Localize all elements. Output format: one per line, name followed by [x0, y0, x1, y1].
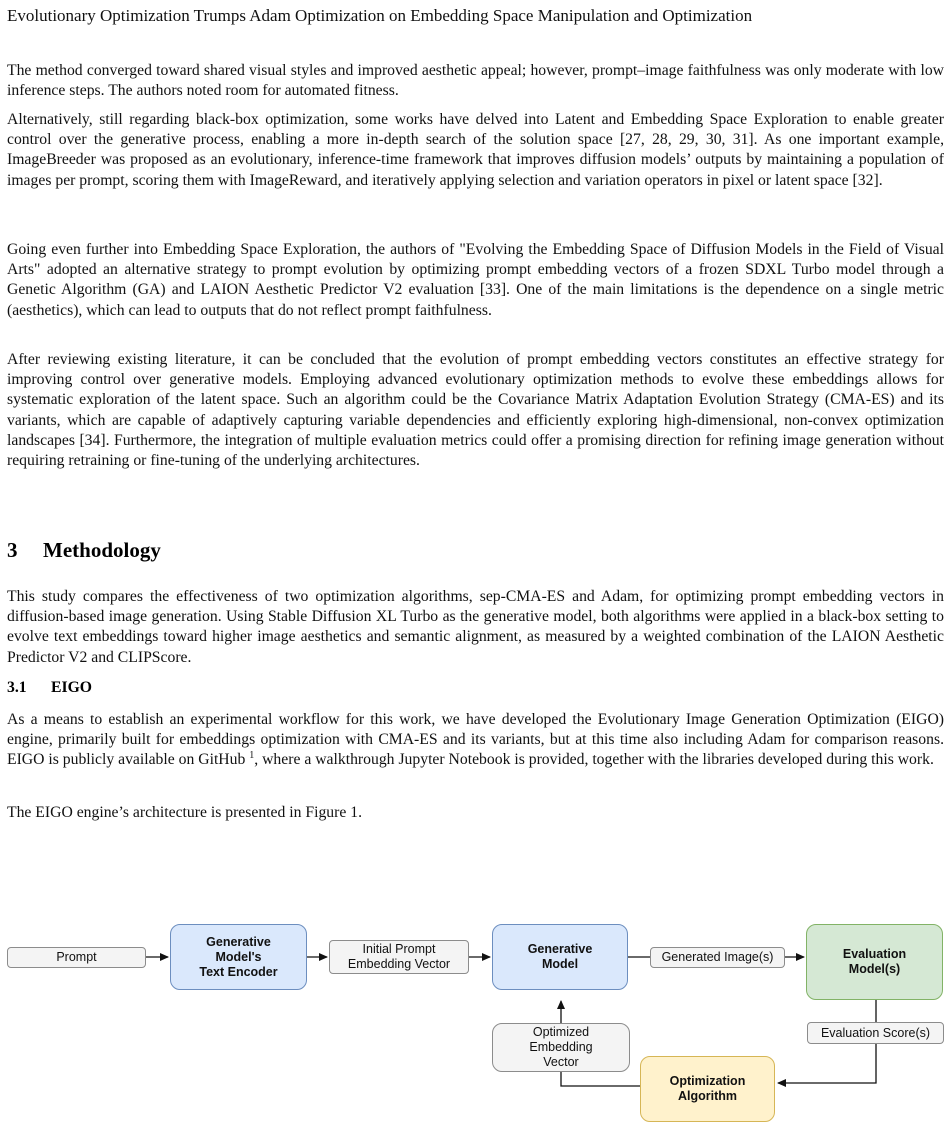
footnote-mark[interactable]: 1: [249, 750, 255, 762]
running-header: Evolutionary Optimization Trumps Adam Optimization on Embedding Space Manipulation and Optimization: [7, 6, 753, 25]
paragraph-figure-ref: [7, 803, 944, 823]
text-encoder-node: Generative Model's Text Encoder: [170, 924, 307, 990]
paragraph-text: The EIGO engine’s architecture is presented in Figure 1.: [7, 804, 363, 821]
architecture-diagram: [0, 912, 951, 1122]
section-number: 3: [7, 538, 18, 562]
paragraph-text: The method converged toward shared visual styles and improved aesthetic appeal; however, prompt–image faithfulness was only moderate with low inference steps. The authors noted room for automated fitness.: [7, 62, 944, 100]
edge-optimizer-to-optimized: [561, 1072, 640, 1086]
subsection-number: 3.1: [7, 679, 27, 696]
evaluation-models-node: Evaluation Model(s): [806, 924, 943, 1000]
paragraph-methodology: [7, 587, 944, 668]
prompt-node: Prompt: [7, 947, 146, 968]
initial-embedding-node: Initial Prompt Embedding Vector: [329, 940, 469, 974]
optimization-algorithm-node: Optimization Algorithm: [640, 1056, 775, 1122]
paragraph-text: After reviewing existing literature, it can be concluded that the evolution of prompt embedding vectors constitutes an effective strategy for improving control over generative models. Employing advanced evolutionary optimization methods to evolve these embeddings allows for systematic exploration of the latent space. Such an algorithm could be the Covariance Matrix Adaptation Evolution Strategy (CMA-ES) and its variants, which are capable of adaptively capturing variable dependencies and efficiently exploring high-dimensional, non-convex optimization landscapes [34]. Furthermore, the integration of multiple evaluation metrics could offer a promising direction for refining image generation without requiring retraining or fine-tuning of the underlying architectures.: [7, 351, 944, 470]
evaluation-scores-node: Evaluation Score(s): [807, 1022, 944, 1044]
paragraph-1: [7, 61, 944, 101]
section-heading-methodology: [7, 538, 161, 563]
paragraph-text: Going even further into Embedding Space Exploration, the authors of "Evolving the Embedding Space of Diffusion Models in the Field of Visual Arts" adopted an alternative strategy to prompt evolution by optimizing prompt embedding vectors of a frozen SDXL Turbo model through a Genetic Algorithm (GA) and LAION Aesthetic Predictor V2 evaluation [33]. One of the main limitations is the dependence on a single metric (aesthetics), which can lead to outputs that do not reflect prompt faithfulness.: [7, 241, 944, 319]
paragraph-2: [7, 110, 944, 191]
generative-model-node: Generative Model: [492, 924, 628, 990]
paragraph-text-continued: , where a walkthrough Jupyter Notebook is provided, together with the libraries developed during this work.: [254, 751, 934, 769]
generated-images-node: Generated Image(s): [650, 947, 785, 968]
subsection-heading-eigo: [7, 679, 92, 697]
paragraph-text: As a means to establish an experimental workflow for this work, we have developed the Evolutionary Image Generation Optimization (EIGO) engine, primarily built for embeddings optimization with CMA-ES and its variants, but at this time also including Adam for comparison reasons. EIGO is publicly available on GitHub: [7, 711, 944, 769]
paragraph-3: [7, 240, 944, 321]
paragraph-4: [7, 350, 944, 471]
paragraph-text: This study compares the effectiveness of two optimization algorithms, sep-CMA-ES and Adam, for optimizing prompt embedding vectors in diffusion-based image generation. Using Stable Diffusion XL Turbo as the generative model, both algorithms were applied in a black-box setting to evolve text embeddings toward higher image aesthetics and semantic alignment, as measured by a weighted combination of the LAION Aesthetic Predictor V2 and CLIPScore.: [7, 588, 944, 666]
section-title: Methodology: [43, 538, 161, 562]
subsection-title: EIGO: [51, 679, 92, 696]
edge-scores-to-optimizer: [778, 1044, 876, 1083]
paragraph-eigo: [7, 710, 944, 771]
paragraph-text: Alternatively, still regarding black-box optimization, some works have delved into Latent and Embedding Space Exploration to enable greater control over the generative process, enabling a more in-depth search of the solution space [27, 28, 29, 30, 31]. As one important example, ImageBreeder was proposed as an evolutionary, inference-time framework that improves diffusion models’ outputs by maintaining a population of images per prompt, scoring them with ImageReward, and iteratively applying selection and variation operators in pixel or latent space [32].: [7, 111, 944, 189]
optimized-embedding-node: Optimized Embedding Vector: [492, 1023, 630, 1072]
